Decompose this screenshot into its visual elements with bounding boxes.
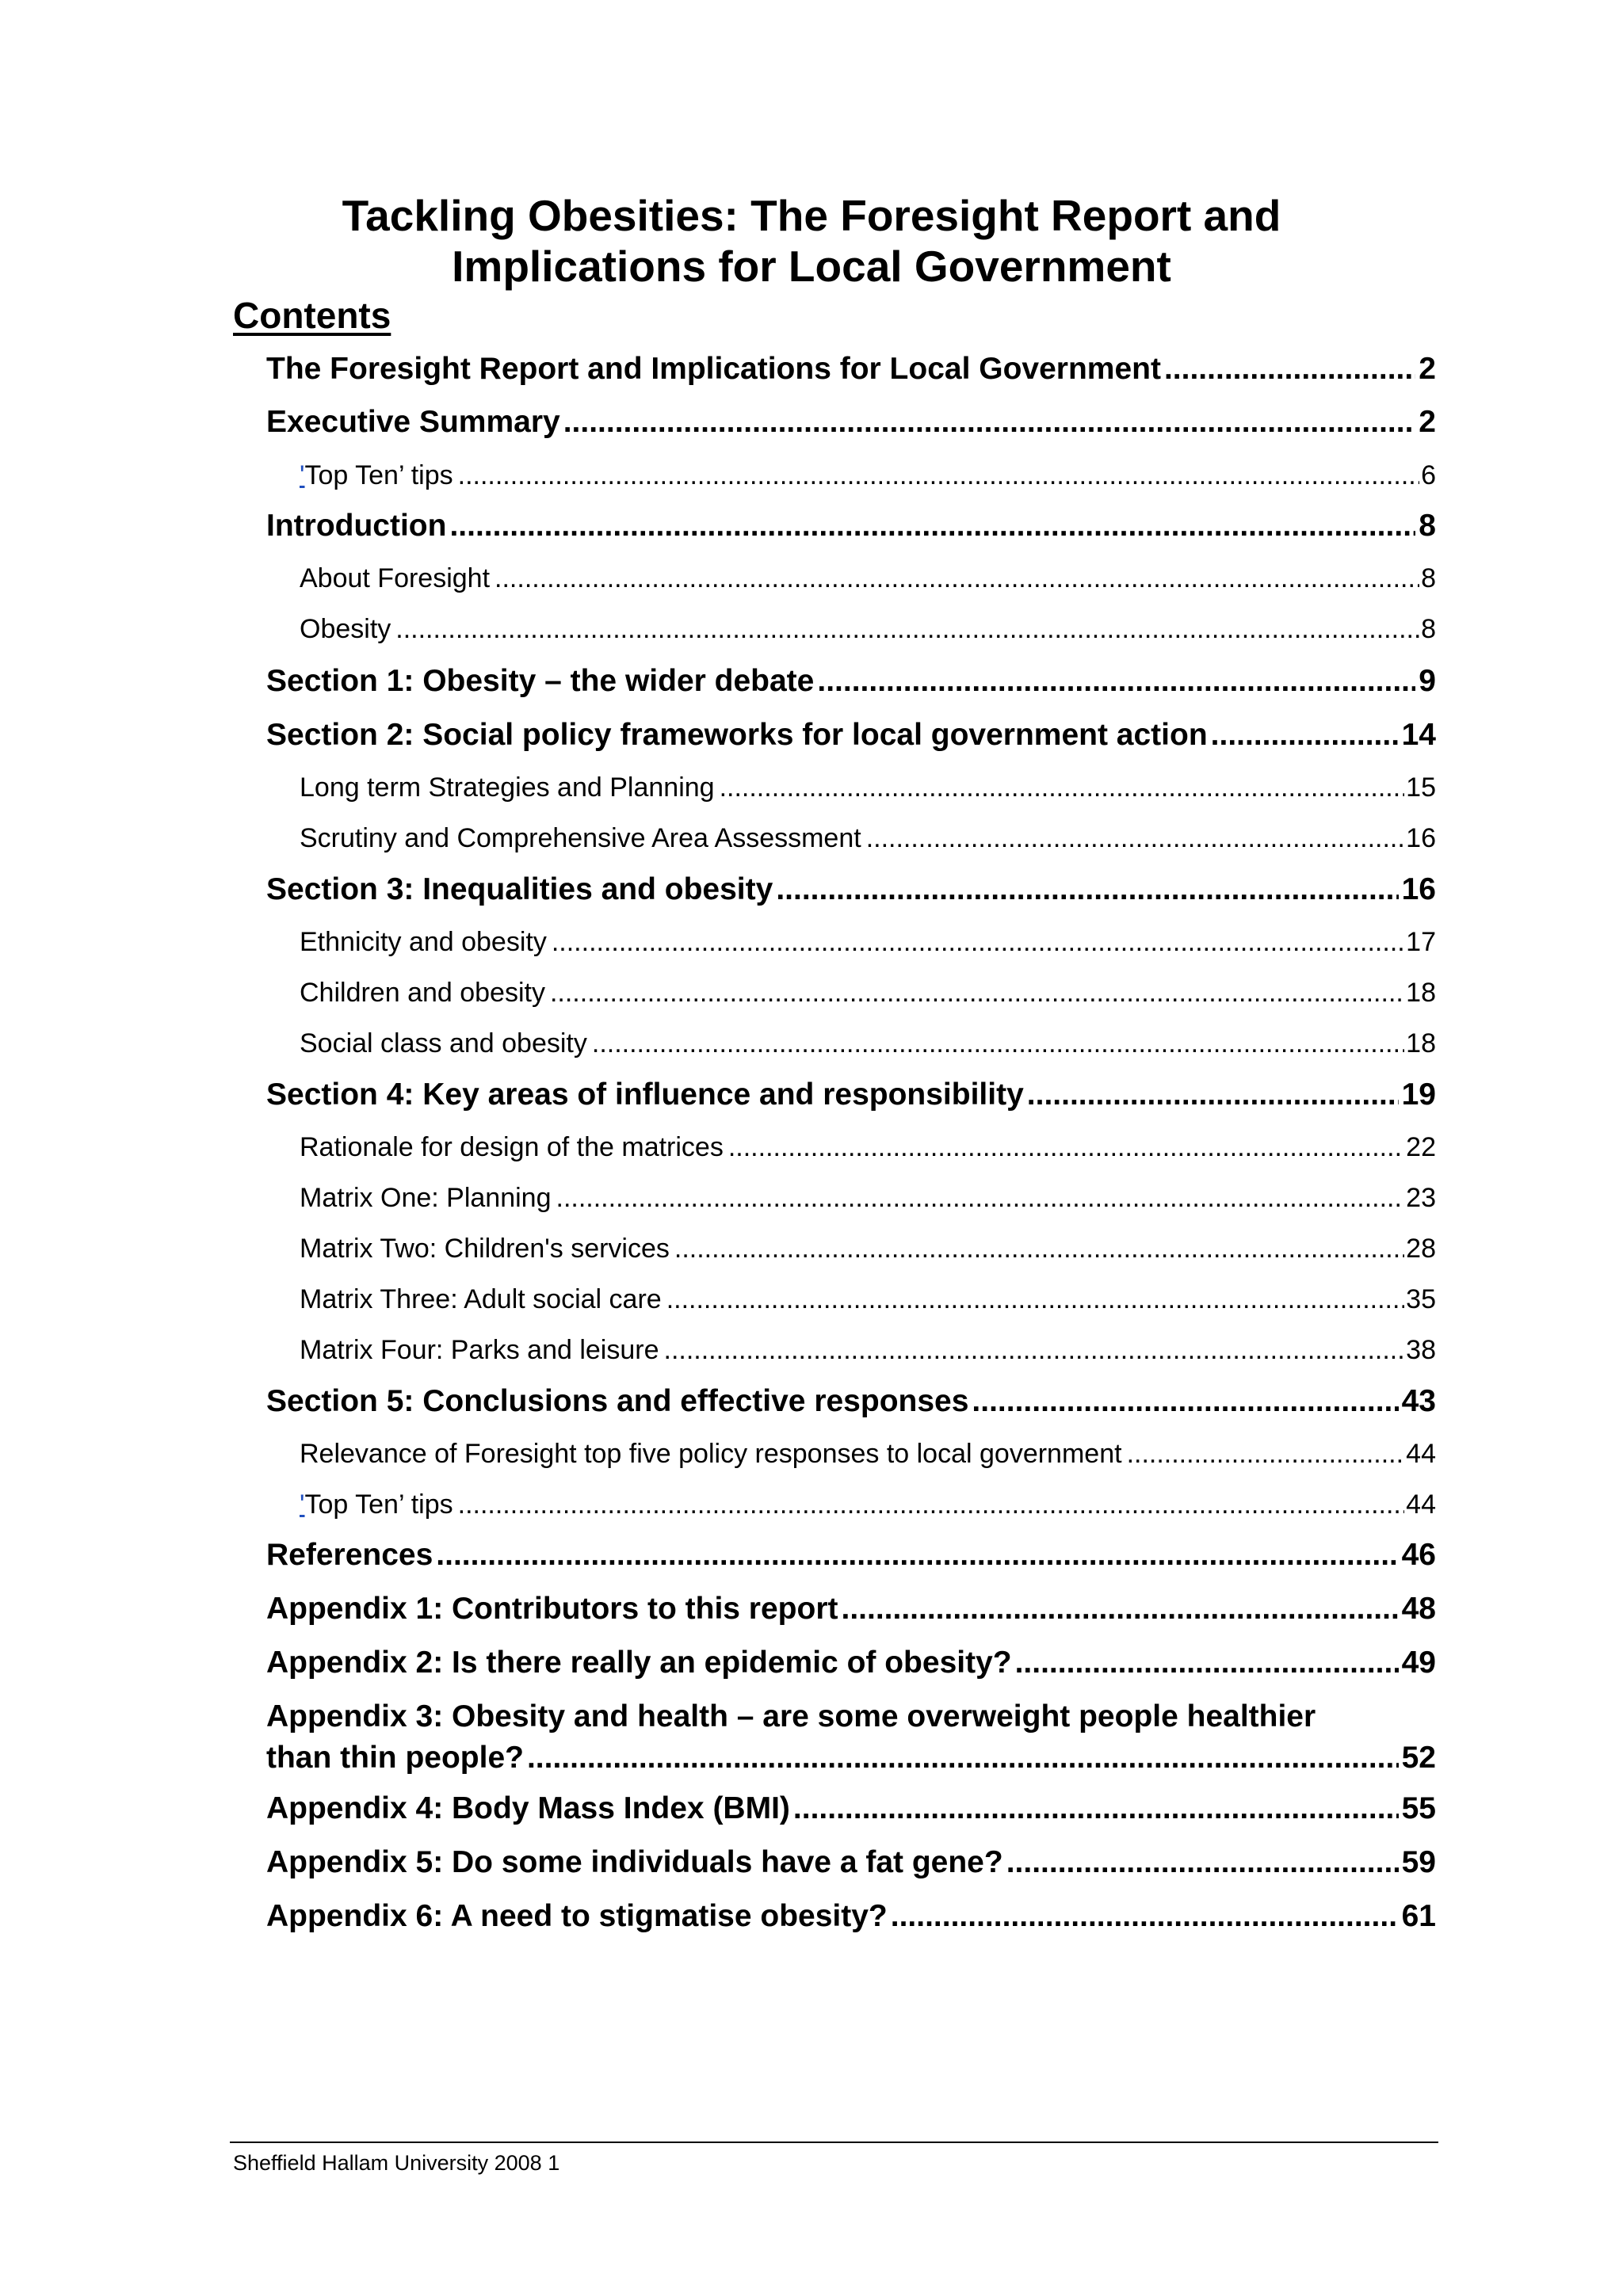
dot-leader	[552, 923, 1404, 961]
dot-leader	[563, 402, 1416, 443]
dot-leader	[1027, 1074, 1399, 1116]
toc-entry-page: 8	[1421, 614, 1436, 644]
dot-leader	[664, 1331, 1405, 1369]
dot-leader	[728, 1128, 1404, 1166]
toc-entry-title: Children and obesity	[300, 978, 545, 1008]
document-title-line-1: Tackling Obesities: The Foresight Report and	[342, 191, 1281, 240]
toc-entry-page: 6	[1421, 460, 1436, 490]
toc-entry-page: 16	[1401, 872, 1436, 906]
toc-entry-page: 44	[1406, 1439, 1436, 1469]
dot-leader	[449, 505, 1415, 547]
toc-entry-page: 14	[1401, 718, 1436, 752]
toc-entry-executive-summary[interactable]	[266, 402, 1436, 443]
toc-entry-page: 2	[1419, 405, 1436, 439]
toc-entry-title: Scrutiny and Comprehensive Area Assessment	[300, 823, 861, 853]
toc-entry-title: Matrix Four: Parks and leisure	[300, 1335, 659, 1365]
toc-entry-page: 2	[1419, 352, 1436, 386]
dot-leader	[972, 1381, 1398, 1422]
dot-leader	[1127, 1435, 1405, 1473]
toc-entry-title: Introduction	[266, 509, 447, 543]
toc-entry-matrix-two[interactable]	[300, 1230, 1436, 1268]
toc-entry-page: 28	[1406, 1234, 1436, 1264]
toc-entry-page: 49	[1401, 1646, 1436, 1680]
dot-leader	[395, 610, 1419, 648]
toc-entry-section-3[interactable]	[266, 869, 1436, 910]
toc-entry-page: 8	[1421, 563, 1436, 593]
toc-entry-title: Appendix 6: A need to stigmatise obesity?	[266, 1899, 888, 1933]
dot-leader	[1164, 349, 1415, 390]
toc-entry-page: 59	[1401, 1845, 1436, 1879]
toc-entry-appendix-5[interactable]	[266, 1842, 1436, 1883]
dot-leader	[1211, 715, 1399, 756]
footer-divider	[230, 2142, 1438, 2143]
dot-leader	[793, 1788, 1399, 1829]
toc-entry-page: 52	[1401, 1741, 1436, 1775]
toc-entry-top-ten-tips-2[interactable]	[300, 1486, 1436, 1524]
toc-entry-page: 16	[1406, 823, 1436, 853]
toc-entry-title: Rationale for design of the matrices	[300, 1132, 724, 1162]
toc-entry-appendix-3[interactable]	[266, 1696, 1436, 1779]
dot-leader	[1006, 1842, 1399, 1883]
dot-leader	[458, 1486, 1405, 1524]
toc-entry-title: Appendix 5: Do some individuals have a fat gene?	[266, 1845, 1003, 1879]
dot-leader	[817, 661, 1415, 702]
toc-entry-page: 23	[1406, 1183, 1436, 1213]
toc-entry-page: 19	[1401, 1077, 1436, 1112]
toc-entry-section-4[interactable]	[266, 1074, 1436, 1116]
dot-leader	[550, 974, 1404, 1012]
toc-entry-scrutiny[interactable]	[300, 819, 1436, 857]
toc-entry-title: Matrix Two: Children's services	[300, 1234, 670, 1264]
toc-entry-appendix-2[interactable]	[266, 1642, 1436, 1684]
toc-entry-long-term-strategies[interactable]	[300, 769, 1436, 807]
dot-leader	[776, 869, 1398, 910]
toc-entry-title: Section 2: Social policy frameworks for local government action	[266, 718, 1208, 752]
toc-entry-page: 9	[1419, 664, 1436, 698]
dot-leader	[891, 1896, 1399, 1937]
toc-entry-social-class[interactable]	[300, 1024, 1436, 1062]
footer-text: Sheffield Hallam University 2008 1	[233, 2151, 560, 2175]
toc-entry-title: References	[266, 1538, 433, 1572]
toc-entry-title: Appendix 4: Body Mass Index (BMI)	[266, 1791, 790, 1825]
toc-entry-obesity[interactable]	[300, 610, 1436, 648]
toc-entry-title-line-2-row	[266, 1737, 1436, 1779]
dot-leader	[866, 819, 1404, 857]
toc-entry-page: 44	[1406, 1489, 1436, 1520]
toc-entry-title: Matrix One: Planning	[300, 1183, 552, 1213]
toc-entry-appendix-4[interactable]	[266, 1788, 1436, 1829]
toc-entry-title: The Foresight Report and Implications for Local Government	[266, 352, 1161, 386]
dot-leader	[592, 1024, 1404, 1062]
toc-entry-matrix-three[interactable]	[300, 1280, 1436, 1318]
toc-entry-page: 22	[1406, 1132, 1436, 1162]
toc-entry-page: 43	[1401, 1384, 1436, 1418]
dot-leader	[674, 1230, 1404, 1268]
toc-entry-page: 18	[1406, 978, 1436, 1008]
toc-entry-children[interactable]	[300, 974, 1436, 1012]
toc-entry-page: 38	[1406, 1335, 1436, 1365]
toc-entry-title: Relevance of Foresight top five policy responses to local government	[300, 1439, 1122, 1469]
toc-entry-appendix-6[interactable]	[266, 1896, 1436, 1937]
toc-entry-page: 61	[1401, 1899, 1436, 1933]
toc-entry-page: 18	[1406, 1028, 1436, 1058]
dot-leader	[666, 1280, 1404, 1318]
toc-entry-page: 48	[1401, 1592, 1436, 1626]
toc-entry-title: Social class and obesity	[300, 1028, 587, 1058]
toc-entry-ethnicity[interactable]	[300, 923, 1436, 961]
toc-entry-introduction[interactable]	[266, 505, 1436, 547]
toc-entry-title: Executive Summary	[266, 405, 560, 439]
toc-entry-title: Section 3: Inequalities and obesity	[266, 872, 773, 906]
toc-entry-matrix-four[interactable]	[300, 1331, 1436, 1369]
toc-entry-matrix-one[interactable]	[300, 1179, 1436, 1217]
toc-entry-title-line-1: Appendix 3: Obesity and health – are some overweight people healthier	[266, 1699, 1316, 1733]
toc-entry-page: 17	[1406, 927, 1436, 957]
toc-entry-page: 46	[1401, 1538, 1436, 1572]
apostrophe-link[interactable]: '	[300, 1489, 305, 1520]
toc-entry-title: Ethnicity and obesity	[300, 927, 547, 957]
document-title-line-2: Implications for Local Government	[452, 242, 1171, 291]
toc-entry-foresight-report[interactable]	[266, 349, 1436, 390]
toc-entry-title: About Foresight	[300, 563, 491, 593]
toc-entry-about-foresight[interactable]	[300, 559, 1436, 597]
toc-entry-title: Matrix Three: Adult social care	[300, 1284, 662, 1314]
toc-entry-section-1[interactable]	[266, 661, 1436, 702]
toc-entry-page: 8	[1419, 509, 1436, 543]
dot-leader	[556, 1179, 1405, 1217]
dot-leader	[1015, 1642, 1399, 1684]
toc-entry-title: Appendix 2: Is there really an epidemic of obesity?	[266, 1646, 1012, 1680]
toc-entry-section-5[interactable]	[266, 1381, 1436, 1422]
dot-leader	[720, 769, 1405, 807]
dot-leader	[841, 1589, 1398, 1630]
toc-entry-title: 'Top Ten’ tips	[300, 460, 453, 490]
toc-entry-title: Section 5: Conclusions and effective responses	[266, 1384, 969, 1418]
toc-entry-page: 15	[1406, 772, 1436, 803]
contents-heading: Contents	[233, 295, 391, 336]
toc-entry-top-ten-tips[interactable]	[300, 456, 1436, 494]
toc-entry-title: Section 1: Obesity – the wider debate	[266, 664, 815, 698]
dot-leader	[458, 456, 1419, 494]
dot-leader	[436, 1535, 1398, 1576]
toc-entry-title: Section 4: Key areas of influence and responsibility	[266, 1077, 1024, 1112]
toc-entry-rationale[interactable]	[300, 1128, 1436, 1166]
toc-entry-title: Obesity	[300, 614, 391, 644]
toc-entry-page: 35	[1406, 1284, 1436, 1314]
toc-entry-relevance[interactable]	[300, 1435, 1436, 1473]
dot-leader	[495, 559, 1419, 597]
toc-entry-page: 55	[1401, 1791, 1436, 1825]
document-title	[0, 190, 1623, 292]
toc-entry-references[interactable]	[266, 1535, 1436, 1576]
toc-entry-title-line-2: than thin people?	[266, 1741, 524, 1775]
apostrophe-link[interactable]: '	[300, 460, 305, 490]
toc-entry-appendix-1[interactable]	[266, 1589, 1436, 1630]
toc-entry-title: 'Top Ten’ tips	[300, 1489, 453, 1520]
toc-entry-title: Appendix 1: Contributors to this report	[266, 1592, 838, 1626]
dot-leader	[527, 1737, 1399, 1779]
toc-entry-title: Long term Strategies and Planning	[300, 772, 715, 803]
toc-entry-section-2[interactable]	[266, 715, 1436, 756]
